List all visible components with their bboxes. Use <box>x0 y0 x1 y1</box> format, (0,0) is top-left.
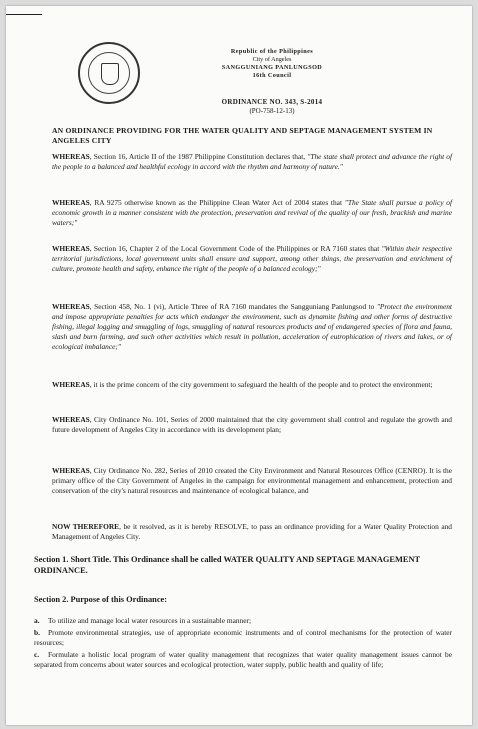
list-item-letter: a. <box>34 616 40 625</box>
ordinance-number-block <box>182 98 362 116</box>
now-therefore-paragraph <box>52 522 452 542</box>
ordinance-title: AN ORDINANCE PROVIDING FOR THE WATER QUALITY AND SEPTAGE MANAGEMENT SYSTEM IN ANGELES CITY <box>52 126 433 145</box>
list-item <box>34 650 452 670</box>
whereas-lead: WHEREAS <box>52 415 90 424</box>
whereas-paragraph <box>52 198 452 228</box>
seal-inner-ring <box>88 52 130 94</box>
whereas-lead: WHEREAS <box>52 380 90 389</box>
whereas-text: , Section 16, Article II of the 1987 Philippine Constitution declares that, <box>89 152 308 161</box>
letterhead-council-number: 16th Council <box>252 72 292 79</box>
seal-shield-icon <box>101 63 119 85</box>
list-item-letter: c. <box>34 650 40 660</box>
now-therefore-lead: NOW THEREFORE <box>52 522 120 531</box>
whereas-lead: WHEREAS <box>52 244 90 253</box>
whereas-text: , City Ordinance No. 101, Series of 2000 maintained that the city government shall control and regulate the growth and future development of Angeles City in accordance with its development plan; <box>52 415 452 435</box>
whereas-paragraph <box>52 152 452 172</box>
whereas-text: , Section 458, No. 1 (vi), Article Three of RA 7160 mandates the Sangguniang Panlungsod to <box>89 302 377 311</box>
whereas-lead: WHEREAS <box>52 466 90 475</box>
section-2-heading: Section 2. Purpose of this Ordinance: <box>34 595 168 604</box>
ordinance-po: (PO-758-12-13) <box>249 107 295 115</box>
list-item-letter: b. <box>34 628 40 638</box>
whereas-text: , RA 9275 otherwise known as the Philippine Clean Water Act of 2004 states that <box>89 198 345 207</box>
whereas-lead: WHEREAS <box>52 152 90 161</box>
list-item-text: To utilize and manage local water resources in a sustainable manner; <box>48 616 252 625</box>
whereas-quote: "Protect the environment and impose appropriate penalties for acts which endanger the environment, such as dynamite fishing and other forms of destructive fishing, illegal logging and smuggling of logs, smuggling of natural resources products and of endangered species of flora and fauna, slash and burn farming, and such other activities which result in pollution, acceleration of eutrophication of rivers and lakes, or of ecological imbalance;" <box>52 302 452 352</box>
whereas-text: , Section 16, Chapter 2 of the Local Government Code of the Philippines or RA 7160 states that <box>89 244 382 253</box>
whereas-paragraph <box>52 244 452 274</box>
list-item-text: Promote environmental strategies, use of appropriate economic instruments and of control mechanisms for the protection of water resources; <box>34 628 452 648</box>
whereas-text: , City Ordinance No. 282, Series of 2010 created the City Environment and Natural Resources Office (CENRO). It is the primary office of the City Government of Angeles in the campaign for environmental management and enhancement, protection and conservation of the city's natural resources and maintenance of ecological balance, and <box>52 466 452 496</box>
letterhead-country: Republic of the Philippines <box>230 48 314 55</box>
purpose-list <box>34 616 452 672</box>
whereas-quote: "The State shall pursue a policy of economic growth in a manner consistent with the protection, preservation and revival of the quality of our fresh, brackish and marine waters;" <box>52 198 452 228</box>
corner-mark <box>6 14 42 15</box>
list-item <box>34 616 452 626</box>
list-item <box>34 628 452 648</box>
now-therefore-text: , be it resolved, as it is hereby RESOLVE, to pass an ordinance providing for a Water Quality Protection and Management of Angeles City. <box>52 522 452 542</box>
letterhead <box>182 48 362 80</box>
whereas-lead: WHEREAS <box>52 198 90 207</box>
document-page <box>6 6 472 725</box>
ordinance-number: ORDINANCE NO. 343, S-2014 <box>221 98 323 106</box>
city-seal-icon <box>78 42 140 104</box>
whereas-paragraph <box>52 380 452 390</box>
section-1-short-title: Section 1. Short Title. This Ordinance shall be called WATER QUALITY AND SEPTAGE MANAGEMENT ORDINANCE. <box>34 555 420 575</box>
whereas-paragraph <box>52 466 452 496</box>
whereas-quote: "The state shall protect and advance the right of the people to a balanced and healthful ecology in accord with the rhythm and harmony of nature." <box>52 152 453 172</box>
list-item-text: Formulate a holistic local program of water quality management that recognizes that water quality management issues cannot be separated from concerns about water sources and ecological protection, water supply, public health and quality of life; <box>34 650 452 670</box>
whereas-text: , it is the prime concern of the city government to safeguard the health of the people and to protect the environment; <box>89 380 433 389</box>
whereas-quote: "Within their respective territorial jurisdictions, local government units shall ensure and support, among other things, the preservation and enrichment of culture, promote health and safety, enhance the right of the people of a balanced ecology;" <box>52 244 452 274</box>
letterhead-city: City of Angeles <box>252 56 292 63</box>
whereas-paragraph <box>52 415 452 435</box>
whereas-lead: WHEREAS <box>52 302 90 311</box>
whereas-paragraph <box>52 302 452 352</box>
letterhead-council-name: SANGGUNIANG PANLUNGSOD <box>221 64 323 71</box>
